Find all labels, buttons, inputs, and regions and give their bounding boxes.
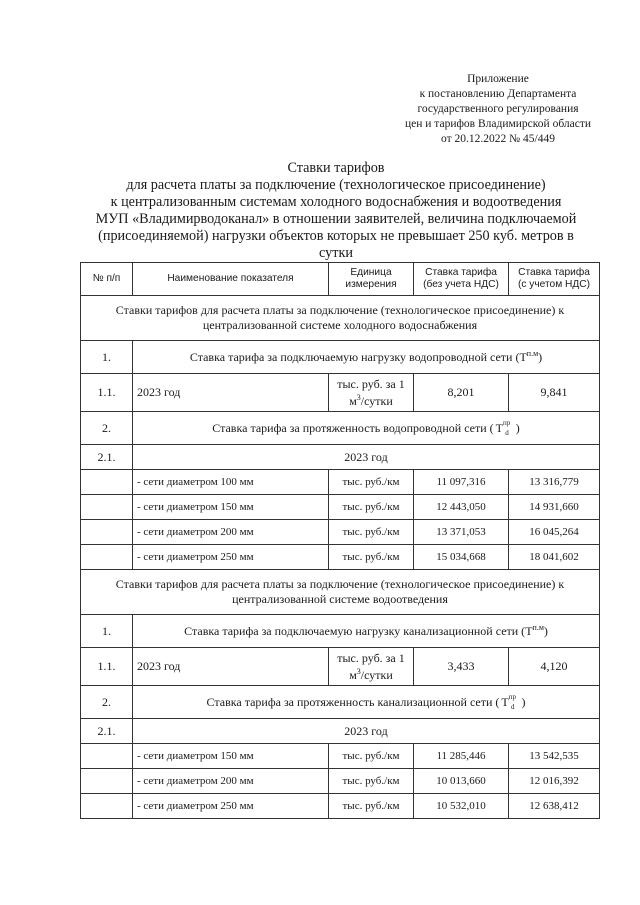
empty-cell <box>81 794 133 819</box>
table-row <box>81 545 600 570</box>
rate1-label-water <box>133 341 600 374</box>
table-row <box>81 769 600 794</box>
unit-cell <box>329 648 414 686</box>
unit-text: тыс. руб. за 1 м <box>337 651 405 682</box>
pipe-name: - сети диаметром 250 мм <box>133 794 329 819</box>
header-rate-no-vat: Ставка тарифа (без учета НДС) <box>414 263 509 296</box>
unit-sup: 3 <box>356 667 361 676</box>
table-row <box>81 744 600 769</box>
year-label: 2023 год <box>133 445 600 470</box>
title-line: (присоединяемой) нагрузки объектов которых не превышает 250 куб. метров в <box>98 228 574 244</box>
rates-table <box>80 262 600 819</box>
rate2-close: ) <box>515 420 520 435</box>
rate1-text: Ставка тарифа за подключаемую нагрузку канализационной сети ( <box>184 624 526 638</box>
rate2-sub: d <box>511 702 515 711</box>
year-label: 2023 год <box>133 719 600 744</box>
rate1-close: ) <box>543 624 548 638</box>
rate2-symbol-block <box>494 418 516 437</box>
row-num: 1.1. <box>81 648 133 686</box>
section-row-sewer <box>81 570 600 615</box>
rate2-close: ) <box>521 694 526 709</box>
row-num: 1.1. <box>81 374 133 412</box>
rate1-row-water <box>81 341 600 374</box>
year-row-water-load <box>81 374 600 412</box>
rate-vat: 4,120 <box>509 648 600 686</box>
rate-vat: 14 931,660 <box>509 495 600 520</box>
rate-no-vat: 10 013,660 <box>414 769 509 794</box>
section-row-water <box>81 296 600 341</box>
rate-vat: 12 638,412 <box>509 794 600 819</box>
pipe-unit: тыс. руб./км <box>329 794 414 819</box>
rate-no-vat: 8,201 <box>414 374 509 412</box>
rate2-sup: пр <box>508 692 516 701</box>
rate2-sup: пр <box>503 418 511 427</box>
rate-no-vat: 3,433 <box>414 648 509 686</box>
year-label: 2023 год <box>133 374 329 412</box>
rate2-row-water <box>81 412 600 445</box>
rate-vat: 18 041,602 <box>509 545 600 570</box>
pipe-unit: тыс. руб./км <box>329 769 414 794</box>
unit-end: /сутки <box>360 668 393 682</box>
pipe-unit: тыс. руб./км <box>329 744 414 769</box>
row-num: 1. <box>81 615 133 648</box>
table-row <box>81 495 600 520</box>
appendix-line: цен и тарифов Владимирской области <box>404 118 592 130</box>
rate2-text: Ставка тарифа за протяженность канализационной сети ( <box>206 694 500 709</box>
header-name: Наименование показателя <box>133 263 329 296</box>
rate-no-vat: 12 443,050 <box>414 495 509 520</box>
title-line: Ставки тарифов <box>287 160 385 176</box>
title-line: для расчета платы за подключение (технологическое присоединение) <box>126 177 546 193</box>
empty-cell <box>81 495 133 520</box>
header-num: № п/п <box>81 263 133 296</box>
rate2-symbol: Т <box>501 694 509 709</box>
table-row <box>81 470 600 495</box>
unit-text: тыс. руб. за 1 м <box>337 377 405 408</box>
appendix-line: от 20.12.2022 № 45/449 <box>441 133 555 145</box>
empty-cell <box>81 769 133 794</box>
rate1-text: Ставка тарифа за подключаемую нагрузку водопроводной сети ( <box>189 350 520 364</box>
header-unit: Единица измерения <box>329 263 414 296</box>
table-row <box>81 520 600 545</box>
section-title-water: Ставки тарифов для расчета платы за подключение (технологическое присоединение) к централизованной системе холодного водоснабжения <box>81 296 600 341</box>
pipe-unit: тыс. руб./км <box>329 470 414 495</box>
unit-sup: 3 <box>356 393 361 402</box>
unit-cell <box>329 374 414 412</box>
empty-cell <box>81 470 133 495</box>
rate-no-vat: 15 034,668 <box>414 545 509 570</box>
rate1-symbol-sup: п.м <box>526 349 539 358</box>
title-line: к централизованным системам холодного водоснабжения и водоотведения <box>110 194 562 210</box>
appendix-line: Приложение <box>467 73 529 85</box>
table-header-row <box>81 263 600 296</box>
appendix-line: к постановлению Департамента <box>419 88 577 100</box>
title-line: МУП «Владимирводоканал» в отношении заявителей, величина подключаемой <box>95 211 577 227</box>
rate-vat: 9,841 <box>509 374 600 412</box>
rate1-symbol: Т <box>525 624 533 638</box>
unit-end: /сутки <box>360 394 393 408</box>
rate2-text: Ставка тарифа за протяженность водопроводной сети ( <box>212 420 494 435</box>
rate2-label-sewer <box>133 686 600 719</box>
rate2-sub: d <box>505 428 509 437</box>
rate-no-vat: 10 532,010 <box>414 794 509 819</box>
rate-vat: 12 016,392 <box>509 769 600 794</box>
rate2-row-sewer <box>81 686 600 719</box>
year-row-water-length <box>81 445 600 470</box>
rate1-row-sewer <box>81 615 600 648</box>
rate-no-vat: 13 371,053 <box>414 520 509 545</box>
rate-no-vat: 11 097,316 <box>414 470 509 495</box>
row-num: 2.1. <box>81 445 133 470</box>
pipe-name: - сети диаметром 100 мм <box>133 470 329 495</box>
appendix-block <box>380 72 616 147</box>
rate1-symbol: Т <box>519 350 527 364</box>
rate2-symbol-block <box>499 692 521 711</box>
row-num: 2.1. <box>81 719 133 744</box>
rate-no-vat: 11 285,446 <box>414 744 509 769</box>
pipe-name: - сети диаметром 200 мм <box>133 520 329 545</box>
title-line: сутки <box>319 245 353 261</box>
pipe-unit: тыс. руб./км <box>329 545 414 570</box>
rate2-label-water <box>133 412 600 445</box>
rate2-symbol: Т <box>495 420 504 435</box>
year-row-sewer-load <box>81 648 600 686</box>
row-num: 2. <box>81 686 133 719</box>
section-title-sewer: Ставки тарифов для расчета платы за подключение (технологическое присоединение) к централизованной системе водоотведения <box>81 570 600 615</box>
rate-vat: 13 316,779 <box>509 470 600 495</box>
rate1-symbol-sup: п.м <box>532 623 544 632</box>
row-num: 2. <box>81 412 133 445</box>
rate1-label-sewer <box>133 615 600 648</box>
document-title <box>76 160 596 262</box>
pipe-name: - сети диаметром 150 мм <box>133 495 329 520</box>
rate-vat: 13 542,535 <box>509 744 600 769</box>
pipe-unit: тыс. руб./км <box>329 520 414 545</box>
empty-cell <box>81 744 133 769</box>
table-row <box>81 794 600 819</box>
pipe-name: - сети диаметром 250 мм <box>133 545 329 570</box>
appendix-line: государственного регулирования <box>417 103 579 115</box>
empty-cell <box>81 520 133 545</box>
rate1-close: ) <box>538 350 543 364</box>
year-row-sewer-length <box>81 719 600 744</box>
year-label: 2023 год <box>133 648 329 686</box>
rate-vat: 16 045,264 <box>509 520 600 545</box>
header-rate-vat: Ставка тарифа (с учетом НДС) <box>509 263 600 296</box>
pipe-unit: тыс. руб./км <box>329 495 414 520</box>
pipe-name: - сети диаметром 200 мм <box>133 769 329 794</box>
pipe-name: - сети диаметром 150 мм <box>133 744 329 769</box>
empty-cell <box>81 545 133 570</box>
row-num: 1. <box>81 341 133 374</box>
